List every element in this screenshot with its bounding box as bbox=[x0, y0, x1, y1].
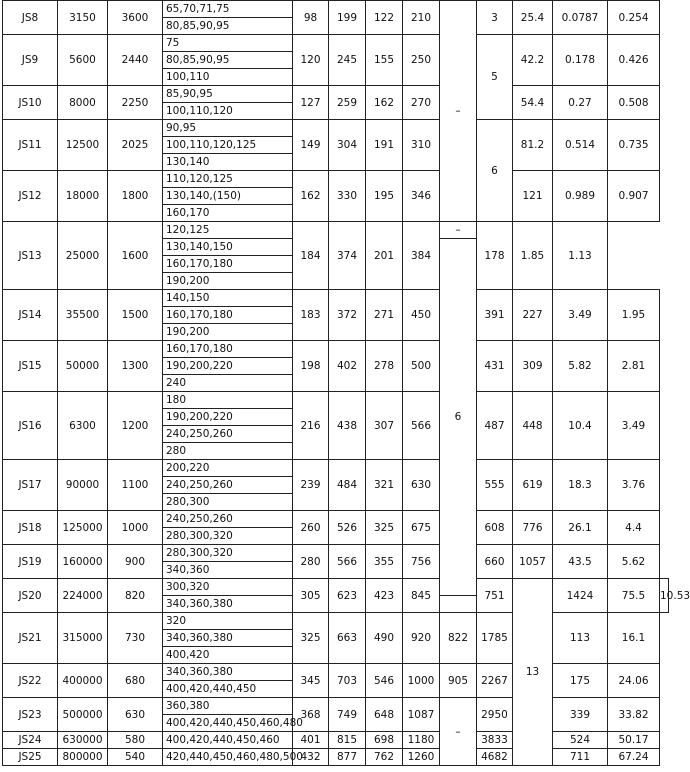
bore-cell: 180 bbox=[163, 392, 293, 409]
bore-cell: 240,250,260 bbox=[163, 477, 293, 494]
torque-cell: 315000 bbox=[58, 613, 108, 664]
d1-cell: 120 bbox=[293, 35, 329, 86]
lube-cell: 0.508 bbox=[608, 86, 660, 120]
d3-cell: 566 bbox=[403, 392, 440, 460]
bore-cell: 340,360 bbox=[163, 562, 293, 579]
d3-cell: 920 bbox=[403, 613, 440, 664]
lube-cell: 10.53 bbox=[660, 579, 669, 613]
inertia-cell: 113 bbox=[553, 613, 608, 664]
speed-cell: 900 bbox=[108, 545, 163, 579]
speed-cell: 1000 bbox=[108, 511, 163, 545]
model-cell: JS18 bbox=[3, 511, 58, 545]
bore-cell: 160,170 bbox=[163, 205, 293, 222]
mass-cell: 776 bbox=[513, 511, 553, 545]
d2-cell: 546 bbox=[366, 664, 403, 698]
d3-cell: 675 bbox=[403, 511, 440, 545]
e-cell: – bbox=[440, 222, 477, 239]
model-cell: JS8 bbox=[3, 1, 58, 35]
mass-cell: 3833 bbox=[477, 732, 513, 749]
e-cell: 13 bbox=[513, 579, 553, 766]
mass-cell: 227 bbox=[513, 290, 553, 341]
l-cell: 304 bbox=[329, 120, 366, 171]
d1-cell: 98 bbox=[293, 1, 329, 35]
mass-cell: 54.4 bbox=[513, 86, 553, 120]
speed-cell: 2025 bbox=[108, 120, 163, 171]
speed-cell: 2250 bbox=[108, 86, 163, 120]
inertia-cell: 0.514 bbox=[553, 120, 608, 171]
torque-cell: 50000 bbox=[58, 341, 108, 392]
l-cell: 374 bbox=[329, 222, 366, 290]
speed-cell: 3600 bbox=[108, 1, 163, 35]
mass-cell: 25.4 bbox=[513, 1, 553, 35]
speed-cell: 1100 bbox=[108, 460, 163, 511]
speed-cell: 1600 bbox=[108, 222, 163, 290]
d3-cell: 1087 bbox=[403, 698, 440, 732]
mass-cell: 81.2 bbox=[513, 120, 553, 171]
speed-cell: 1800 bbox=[108, 171, 163, 222]
d3-cell: 270 bbox=[403, 86, 440, 120]
c-cell: 555 bbox=[477, 460, 513, 511]
model-cell: JS22 bbox=[3, 664, 58, 698]
bore-cell: 130,140 bbox=[163, 154, 293, 171]
mass-cell: 1785 bbox=[477, 613, 513, 664]
bore-cell: 280,300,320 bbox=[163, 528, 293, 545]
bore-cell: 190,200 bbox=[163, 273, 293, 290]
bore-cell: 190,200,220 bbox=[163, 409, 293, 426]
speed-cell: 630 bbox=[108, 698, 163, 732]
d3-cell: 250 bbox=[403, 35, 440, 86]
inertia-cell: 524 bbox=[553, 732, 608, 749]
bore-cell: 340,360,380 bbox=[163, 630, 293, 647]
torque-cell: 8000 bbox=[58, 86, 108, 120]
l-cell: 703 bbox=[329, 664, 366, 698]
bore-cell: 140,150 bbox=[163, 290, 293, 307]
e-cell: 6 bbox=[440, 239, 477, 596]
d2-cell: 648 bbox=[366, 698, 403, 732]
l-cell: 372 bbox=[329, 290, 366, 341]
torque-cell: 5600 bbox=[58, 35, 108, 86]
d2-cell: 698 bbox=[366, 732, 403, 749]
inertia-cell: 5.82 bbox=[553, 341, 608, 392]
lube-cell: 0.254 bbox=[608, 1, 660, 35]
bore-cell: 240,250,260 bbox=[163, 511, 293, 528]
l-cell: 566 bbox=[329, 545, 366, 579]
speed-cell: 1300 bbox=[108, 341, 163, 392]
model-cell: JS19 bbox=[3, 545, 58, 579]
bore-cell: 110,120,125 bbox=[163, 171, 293, 188]
model-cell: JS21 bbox=[3, 613, 58, 664]
bore-cell: 400,420,440,450,460 bbox=[163, 732, 293, 749]
model-cell: JS10 bbox=[3, 86, 58, 120]
bore-cell: 75 bbox=[163, 35, 293, 52]
bore-cell: 160,170,180 bbox=[163, 307, 293, 324]
inertia-cell: 0.27 bbox=[553, 86, 608, 120]
l-cell: 815 bbox=[329, 732, 366, 749]
mass-cell: 4682 bbox=[477, 749, 513, 766]
bore-cell: 80,85,90,95 bbox=[163, 52, 293, 69]
d3-cell: 210 bbox=[403, 1, 440, 35]
c-cell: 431 bbox=[477, 341, 513, 392]
mass-cell: 2267 bbox=[477, 664, 513, 698]
torque-cell: 25000 bbox=[58, 222, 108, 290]
bore-cell: 400,420 bbox=[163, 647, 293, 664]
c-cell: 608 bbox=[477, 511, 513, 545]
l-cell: 526 bbox=[329, 511, 366, 545]
mass-cell: 178 bbox=[477, 222, 513, 290]
inertia-cell: 10.4 bbox=[553, 392, 608, 460]
d2-cell: 195 bbox=[366, 171, 403, 222]
l-cell: 749 bbox=[329, 698, 366, 732]
mass-cell: 121 bbox=[513, 171, 553, 222]
lube-cell: 16.1 bbox=[608, 613, 660, 664]
lube-cell: 1.95 bbox=[608, 290, 660, 341]
e-cell: 5 bbox=[477, 35, 513, 120]
d3-cell: 500 bbox=[403, 341, 440, 392]
inertia-cell: 711 bbox=[553, 749, 608, 766]
e-cell: 6 bbox=[477, 120, 513, 222]
inertia-cell: 339 bbox=[553, 698, 608, 732]
torque-cell: 630000 bbox=[58, 732, 108, 749]
d2-cell: 325 bbox=[366, 511, 403, 545]
d2-cell: 355 bbox=[366, 545, 403, 579]
l-cell: 259 bbox=[329, 86, 366, 120]
lube-cell: 1.13 bbox=[553, 222, 608, 290]
bore-cell: 400,420,440,450,460,480 bbox=[163, 715, 293, 732]
model-cell: JS16 bbox=[3, 392, 58, 460]
d3-cell: 756 bbox=[403, 545, 440, 579]
bore-cell: 120,125 bbox=[163, 222, 293, 239]
c-cell: 751 bbox=[477, 579, 513, 613]
bore-cell: 90,95 bbox=[163, 120, 293, 137]
d2-cell: 201 bbox=[366, 222, 403, 290]
d3-cell: 384 bbox=[403, 222, 440, 290]
d3-cell: 845 bbox=[403, 579, 440, 613]
model-cell: JS17 bbox=[3, 460, 58, 511]
lube-cell: 3.76 bbox=[608, 460, 660, 511]
bore-cell: 100,110 bbox=[163, 69, 293, 86]
bore-cell: 190,200,220 bbox=[163, 358, 293, 375]
d3-cell: 310 bbox=[403, 120, 440, 171]
coupling-spec-table bbox=[2, 0, 690, 766]
bore-cell: 200,220 bbox=[163, 460, 293, 477]
d1-cell: 239 bbox=[293, 460, 329, 511]
torque-cell: 35500 bbox=[58, 290, 108, 341]
lube-cell: 67.24 bbox=[608, 749, 660, 766]
c-cell: – bbox=[440, 1, 477, 222]
model-cell: JS12 bbox=[3, 171, 58, 222]
bore-cell: 190,200 bbox=[163, 324, 293, 341]
inertia-cell: 0.0787 bbox=[553, 1, 608, 35]
torque-cell: 3150 bbox=[58, 1, 108, 35]
lube-cell: 0.426 bbox=[608, 35, 660, 86]
bore-cell: 320 bbox=[163, 613, 293, 630]
torque-cell: 18000 bbox=[58, 171, 108, 222]
d1-cell: 432 bbox=[293, 749, 329, 766]
d2-cell: 155 bbox=[366, 35, 403, 86]
speed-cell: 1200 bbox=[108, 392, 163, 460]
l-cell: 623 bbox=[329, 579, 366, 613]
bore-cell: 240 bbox=[163, 375, 293, 392]
mass-cell: 309 bbox=[513, 341, 553, 392]
bore-cell: 130,140,(150) bbox=[163, 188, 293, 205]
bore-cell: 400,420,440,450 bbox=[163, 681, 293, 698]
d2-cell: 122 bbox=[366, 1, 403, 35]
inertia-cell: 0.178 bbox=[553, 35, 608, 86]
bore-cell: 100,110,120,125 bbox=[163, 137, 293, 154]
lube-cell: 50.17 bbox=[608, 732, 660, 749]
model-cell: JS23 bbox=[3, 698, 58, 732]
d1-cell: 260 bbox=[293, 511, 329, 545]
speed-cell: 580 bbox=[108, 732, 163, 749]
c-cell: 660 bbox=[477, 545, 513, 579]
mass-cell: 2950 bbox=[477, 698, 513, 732]
d2-cell: 271 bbox=[366, 290, 403, 341]
d1-cell: 216 bbox=[293, 392, 329, 460]
lube-cell: 4.4 bbox=[608, 511, 660, 545]
model-cell: JS25 bbox=[3, 749, 58, 766]
model-cell: JS14 bbox=[3, 290, 58, 341]
l-cell: 663 bbox=[329, 613, 366, 664]
inertia-cell: 75.5 bbox=[608, 579, 660, 613]
c-cell: 905 bbox=[440, 664, 477, 698]
speed-cell: 820 bbox=[108, 579, 163, 613]
bore-cell: 160,170,180 bbox=[163, 256, 293, 273]
torque-cell: 800000 bbox=[58, 749, 108, 766]
d2-cell: 278 bbox=[366, 341, 403, 392]
inertia-cell: 26.1 bbox=[553, 511, 608, 545]
bore-cell: 240,250,260 bbox=[163, 426, 293, 443]
d2-cell: 490 bbox=[366, 613, 403, 664]
inertia-cell: 3.49 bbox=[553, 290, 608, 341]
d1-cell: 162 bbox=[293, 171, 329, 222]
speed-cell: 2440 bbox=[108, 35, 163, 86]
torque-cell: 224000 bbox=[58, 579, 108, 613]
l-cell: 438 bbox=[329, 392, 366, 460]
speed-cell: 730 bbox=[108, 613, 163, 664]
bore-cell: 130,140,150 bbox=[163, 239, 293, 256]
bore-cell: 420,440,450,460,480,500 bbox=[163, 749, 293, 766]
inertia-cell: 18.3 bbox=[553, 460, 608, 511]
lube-cell: 5.62 bbox=[608, 545, 660, 579]
d2-cell: 321 bbox=[366, 460, 403, 511]
c-cell: – bbox=[440, 698, 477, 766]
model-cell: JS24 bbox=[3, 732, 58, 749]
l-cell: 484 bbox=[329, 460, 366, 511]
d2-cell: 307 bbox=[366, 392, 403, 460]
bore-cell: 160,170,180 bbox=[163, 341, 293, 358]
inertia-cell: 43.5 bbox=[553, 545, 608, 579]
lube-cell: 0.735 bbox=[608, 120, 660, 171]
torque-cell: 500000 bbox=[58, 698, 108, 732]
mass-cell: 42.2 bbox=[513, 35, 553, 86]
model-cell: JS15 bbox=[3, 341, 58, 392]
d1-cell: 183 bbox=[293, 290, 329, 341]
speed-cell: 540 bbox=[108, 749, 163, 766]
model-cell: JS11 bbox=[3, 120, 58, 171]
inertia-cell: 175 bbox=[553, 664, 608, 698]
bore-cell: 80,85,90,95 bbox=[163, 18, 293, 35]
d3-cell: 630 bbox=[403, 460, 440, 511]
inertia-cell: 0.989 bbox=[553, 171, 608, 222]
torque-cell: 125000 bbox=[58, 511, 108, 545]
l-cell: 402 bbox=[329, 341, 366, 392]
e-cell: 3 bbox=[477, 1, 513, 35]
d1-cell: 198 bbox=[293, 341, 329, 392]
torque-cell: 90000 bbox=[58, 460, 108, 511]
c-cell: 822 bbox=[440, 613, 477, 664]
d2-cell: 762 bbox=[366, 749, 403, 766]
d1-cell: 345 bbox=[293, 664, 329, 698]
d2-cell: 191 bbox=[366, 120, 403, 171]
d2-cell: 423 bbox=[366, 579, 403, 613]
speed-cell: 1500 bbox=[108, 290, 163, 341]
d1-cell: 184 bbox=[293, 222, 329, 290]
d1-cell: 401 bbox=[293, 732, 329, 749]
lube-cell: 0.907 bbox=[608, 171, 660, 222]
bore-cell: 280,300,320 bbox=[163, 545, 293, 562]
l-cell: 245 bbox=[329, 35, 366, 86]
lube-cell: 33.82 bbox=[608, 698, 660, 732]
d3-cell: 1180 bbox=[403, 732, 440, 749]
l-cell: 877 bbox=[329, 749, 366, 766]
bore-cell: 85,90,95 bbox=[163, 86, 293, 103]
d1-cell: 149 bbox=[293, 120, 329, 171]
torque-cell: 12500 bbox=[58, 120, 108, 171]
bore-cell: 65,70,71,75 bbox=[163, 1, 293, 18]
speed-cell: 680 bbox=[108, 664, 163, 698]
inertia-cell: 1.85 bbox=[513, 222, 553, 290]
model-cell: JS13 bbox=[3, 222, 58, 290]
torque-cell: 400000 bbox=[58, 664, 108, 698]
d3-cell: 450 bbox=[403, 290, 440, 341]
d3-cell: 1260 bbox=[403, 749, 440, 766]
mass-cell: 619 bbox=[513, 460, 553, 511]
c-cell: 391 bbox=[477, 290, 513, 341]
bore-cell: 280 bbox=[163, 443, 293, 460]
d2-cell: 162 bbox=[366, 86, 403, 120]
l-cell: 199 bbox=[329, 1, 366, 35]
bore-cell: 340,360,380 bbox=[163, 596, 293, 613]
bore-cell: 340,360,380 bbox=[163, 664, 293, 681]
mass-cell: 448 bbox=[513, 392, 553, 460]
model-cell: JS9 bbox=[3, 35, 58, 86]
mass-cell: 1424 bbox=[553, 579, 608, 613]
d3-cell: 346 bbox=[403, 171, 440, 222]
d1-cell: 325 bbox=[293, 613, 329, 664]
bore-cell: 280,300 bbox=[163, 494, 293, 511]
lube-cell: 3.49 bbox=[608, 392, 660, 460]
d1-cell: 280 bbox=[293, 545, 329, 579]
d1-cell: 368 bbox=[293, 698, 329, 732]
c-cell: 487 bbox=[477, 392, 513, 460]
l-cell: 330 bbox=[329, 171, 366, 222]
d1-cell: 305 bbox=[293, 579, 329, 613]
lube-cell: 24.06 bbox=[608, 664, 660, 698]
d3-cell: 1000 bbox=[403, 664, 440, 698]
torque-cell: 160000 bbox=[58, 545, 108, 579]
lube-cell: 2.81 bbox=[608, 341, 660, 392]
mass-cell: 1057 bbox=[513, 545, 553, 579]
bore-cell: 300,320 bbox=[163, 579, 293, 596]
bore-cell: 100,110,120 bbox=[163, 103, 293, 120]
bore-cell: 360,380 bbox=[163, 698, 293, 715]
d1-cell: 127 bbox=[293, 86, 329, 120]
torque-cell: 6300 bbox=[58, 392, 108, 460]
model-cell: JS20 bbox=[3, 579, 58, 613]
